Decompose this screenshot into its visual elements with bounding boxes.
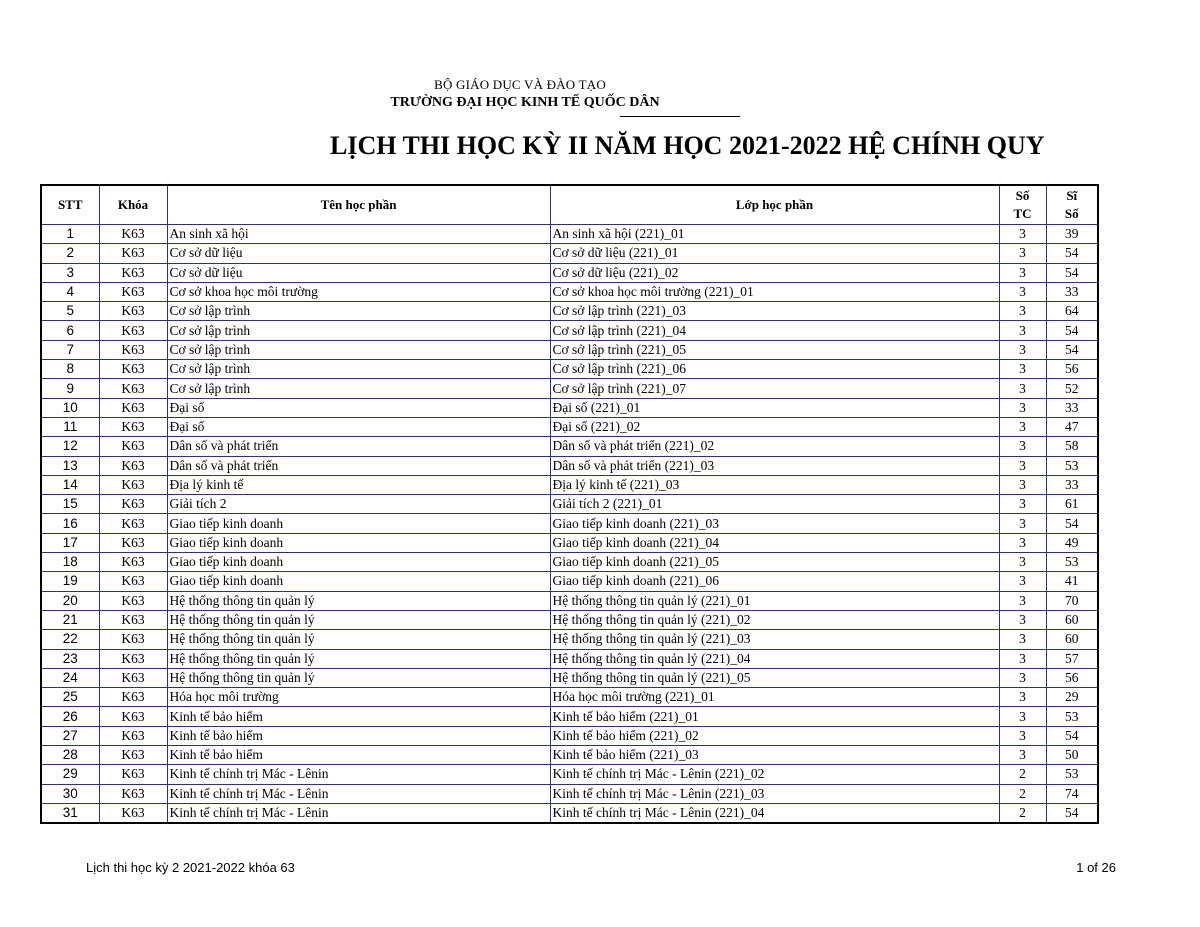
table-row [41,746,1098,765]
cell-stt: 24 [41,668,99,687]
cell-ten-hoc-phan: Kinh tế chính trị Mác - Lênin [167,765,550,784]
cell-stt: 27 [41,726,99,745]
cell-stt: 14 [41,475,99,494]
cell-si-so: 53 [1046,707,1098,726]
cell-ten-hoc-phan: Hệ thống thông tin quản lý [167,591,550,610]
cell-khoa: K63 [99,668,167,687]
cell-lop-hoc-phan: Hệ thống thông tin quản lý (221)_02 [550,610,999,629]
cell-khoa: K63 [99,475,167,494]
cell-so-tc: 3 [999,533,1046,552]
cell-si-so: 41 [1046,572,1098,591]
cell-stt: 19 [41,572,99,591]
cell-ten-hoc-phan: Hóa học môi trường [167,688,550,707]
cell-lop-hoc-phan: Cơ sở dữ liệu (221)_02 [550,263,999,282]
cell-stt: 7 [41,340,99,359]
table-row [41,591,1098,610]
cell-so-tc: 2 [999,784,1046,803]
cell-stt: 21 [41,610,99,629]
table-row [41,244,1098,263]
cell-lop-hoc-phan: Giao tiếp kinh doanh (221)_05 [550,553,999,572]
cell-lop-hoc-phan: Hệ thống thông tin quản lý (221)_03 [550,630,999,649]
cell-lop-hoc-phan: Kinh tế chính trị Mác - Lênin (221)_04 [550,803,999,823]
cell-lop-hoc-phan: Giao tiếp kinh doanh (221)_03 [550,514,999,533]
cell-stt: 2 [41,244,99,263]
header-so-tc-line1: Số [1015,188,1030,203]
table-row [41,437,1098,456]
cell-khoa: K63 [99,456,167,475]
cell-so-tc: 3 [999,244,1046,263]
table-row [41,282,1098,301]
cell-khoa: K63 [99,379,167,398]
table-row [41,610,1098,629]
table-row [41,514,1098,533]
cell-si-so: 54 [1046,321,1098,340]
cell-so-tc: 3 [999,746,1046,765]
cell-ten-hoc-phan: Hệ thống thông tin quản lý [167,649,550,668]
cell-stt: 22 [41,630,99,649]
cell-si-so: 60 [1046,610,1098,629]
cell-khoa: K63 [99,803,167,823]
cell-khoa: K63 [99,591,167,610]
cell-si-so: 70 [1046,591,1098,610]
cell-so-tc: 3 [999,610,1046,629]
cell-so-tc: 3 [999,360,1046,379]
header-khoa: Khóa [99,185,167,225]
cell-lop-hoc-phan: Cơ sở dữ liệu (221)_01 [550,244,999,263]
cell-khoa: K63 [99,417,167,436]
cell-si-so: 29 [1046,688,1098,707]
cell-lop-hoc-phan: Cơ sở lập trình (221)_06 [550,360,999,379]
cell-stt: 10 [41,398,99,417]
cell-stt: 11 [41,417,99,436]
cell-lop-hoc-phan: Cơ sở khoa học môi trường (221)_01 [550,282,999,301]
cell-khoa: K63 [99,765,167,784]
heading-underline [620,116,740,117]
table-row [41,379,1098,398]
cell-ten-hoc-phan: Cơ sở lập trình [167,360,550,379]
table-row [41,688,1098,707]
cell-stt: 20 [41,591,99,610]
table-row [41,784,1098,803]
cell-so-tc: 3 [999,379,1046,398]
cell-ten-hoc-phan: Hệ thống thông tin quản lý [167,630,550,649]
cell-khoa: K63 [99,746,167,765]
cell-lop-hoc-phan: Hệ thống thông tin quản lý (221)_04 [550,649,999,668]
cell-lop-hoc-phan: Cơ sở lập trình (221)_04 [550,321,999,340]
cell-lop-hoc-phan: Kinh tế chính trị Mác - Lênin (221)_02 [550,765,999,784]
cell-so-tc: 3 [999,456,1046,475]
cell-lop-hoc-phan: Cơ sở lập trình (221)_05 [550,340,999,359]
cell-khoa: K63 [99,437,167,456]
cell-so-tc: 2 [999,765,1046,784]
cell-lop-hoc-phan: An sinh xã hội (221)_01 [550,225,999,244]
cell-so-tc: 3 [999,572,1046,591]
cell-ten-hoc-phan: Cơ sở lập trình [167,321,550,340]
cell-so-tc: 3 [999,649,1046,668]
cell-so-tc: 2 [999,803,1046,823]
cell-si-so: 54 [1046,263,1098,282]
cell-ten-hoc-phan: Cơ sở lập trình [167,302,550,321]
cell-lop-hoc-phan: Địa lý kinh tế (221)_03 [550,475,999,494]
table-row [41,360,1098,379]
cell-khoa: K63 [99,610,167,629]
cell-ten-hoc-phan: Giải tích 2 [167,495,550,514]
cell-lop-hoc-phan: Hóa học môi trường (221)_01 [550,688,999,707]
cell-so-tc: 3 [999,726,1046,745]
cell-stt: 1 [41,225,99,244]
cell-so-tc: 3 [999,417,1046,436]
cell-ten-hoc-phan: Giao tiếp kinh doanh [167,533,550,552]
cell-stt: 15 [41,495,99,514]
cell-stt: 6 [41,321,99,340]
header-si-so-line1: Sĩ [1066,188,1078,203]
cell-ten-hoc-phan: Đại số [167,417,550,436]
cell-stt: 31 [41,803,99,823]
table-row [41,340,1098,359]
cell-si-so: 54 [1046,340,1098,359]
cell-so-tc: 3 [999,668,1046,687]
cell-si-so: 33 [1046,398,1098,417]
cell-ten-hoc-phan: Hệ thống thông tin quản lý [167,610,550,629]
table-row [41,803,1098,823]
cell-lop-hoc-phan: Kinh tế bảo hiểm (221)_01 [550,707,999,726]
table-row [41,533,1098,552]
cell-si-so: 53 [1046,553,1098,572]
cell-si-so: 56 [1046,360,1098,379]
exam-schedule-table [40,184,1099,824]
cell-ten-hoc-phan: Kinh tế bảo hiểm [167,726,550,745]
table-row [41,765,1098,784]
cell-lop-hoc-phan: Cơ sở lập trình (221)_07 [550,379,999,398]
table-row [41,495,1098,514]
cell-si-so: 53 [1046,456,1098,475]
cell-khoa: K63 [99,360,167,379]
cell-ten-hoc-phan: Cơ sở lập trình [167,379,550,398]
cell-ten-hoc-phan: Hệ thống thông tin quản lý [167,668,550,687]
cell-ten-hoc-phan: Đại số [167,398,550,417]
cell-si-so: 33 [1046,475,1098,494]
cell-lop-hoc-phan: Đại số (221)_02 [550,417,999,436]
cell-khoa: K63 [99,263,167,282]
cell-lop-hoc-phan: Hệ thống thông tin quản lý (221)_01 [550,591,999,610]
cell-stt: 17 [41,533,99,552]
cell-ten-hoc-phan: Cơ sở lập trình [167,340,550,359]
cell-lop-hoc-phan: Kinh tế chính trị Mác - Lênin (221)_03 [550,784,999,803]
cell-ten-hoc-phan: Giao tiếp kinh doanh [167,553,550,572]
cell-ten-hoc-phan: An sinh xã hội [167,225,550,244]
cell-khoa: K63 [99,321,167,340]
cell-khoa: K63 [99,688,167,707]
cell-khoa: K63 [99,726,167,745]
table-row [41,707,1098,726]
cell-ten-hoc-phan: Kinh tế chính trị Mác - Lênin [167,784,550,803]
cell-ten-hoc-phan: Giao tiếp kinh doanh [167,514,550,533]
table-row [41,475,1098,494]
cell-lop-hoc-phan: Dân số và phát triển (221)_03 [550,456,999,475]
header-ten-hoc-phan: Tên học phần [167,185,550,225]
cell-si-so: 49 [1046,533,1098,552]
cell-stt: 29 [41,765,99,784]
cell-so-tc: 3 [999,630,1046,649]
cell-ten-hoc-phan: Dân số và phát triển [167,456,550,475]
cell-si-so: 60 [1046,630,1098,649]
cell-si-so: 58 [1046,437,1098,456]
cell-stt: 13 [41,456,99,475]
cell-khoa: K63 [99,649,167,668]
header-si-so-line2: Số [1064,206,1079,221]
cell-si-so: 33 [1046,282,1098,301]
ministry-heading: BỘ GIÁO DỤC VÀ ĐÀO TẠO [434,77,606,92]
cell-si-so: 57 [1046,649,1098,668]
cell-ten-hoc-phan: Dân số và phát triển [167,437,550,456]
cell-si-so: 54 [1046,514,1098,533]
cell-stt: 18 [41,553,99,572]
table-header-row [41,185,1098,225]
table-row [41,572,1098,591]
cell-khoa: K63 [99,495,167,514]
table-row [41,263,1098,282]
cell-khoa: K63 [99,225,167,244]
header-lop-hoc-phan: Lớp học phần [550,185,999,225]
cell-lop-hoc-phan: Dân số và phát triển (221)_02 [550,437,999,456]
cell-ten-hoc-phan: Cơ sở dữ liệu [167,244,550,263]
table-row [41,398,1098,417]
cell-so-tc: 3 [999,514,1046,533]
table-row [41,321,1098,340]
table-row [41,726,1098,745]
table-row [41,630,1098,649]
cell-so-tc: 3 [999,398,1046,417]
cell-si-so: 56 [1046,668,1098,687]
cell-khoa: K63 [99,707,167,726]
cell-so-tc: 3 [999,321,1046,340]
header-stt: STT [41,185,99,225]
cell-so-tc: 3 [999,225,1046,244]
cell-lop-hoc-phan: Kinh tế bảo hiểm (221)_02 [550,726,999,745]
cell-si-so: 61 [1046,495,1098,514]
cell-ten-hoc-phan: Kinh tế chính trị Mác - Lênin [167,803,550,823]
cell-lop-hoc-phan: Giải tích 2 (221)_01 [550,495,999,514]
cell-lop-hoc-phan: Giao tiếp kinh doanh (221)_04 [550,533,999,552]
cell-lop-hoc-phan: Đại số (221)_01 [550,398,999,417]
cell-si-so: 54 [1046,726,1098,745]
cell-so-tc: 3 [999,282,1046,301]
table-row [41,668,1098,687]
cell-si-so: 54 [1046,803,1098,823]
cell-stt: 5 [41,302,99,321]
cell-ten-hoc-phan: Kinh tế bảo hiểm [167,746,550,765]
cell-ten-hoc-phan: Kinh tế bảo hiểm [167,707,550,726]
cell-si-so: 52 [1046,379,1098,398]
cell-khoa: K63 [99,282,167,301]
cell-si-so: 74 [1046,784,1098,803]
cell-lop-hoc-phan: Kinh tế bảo hiểm (221)_03 [550,746,999,765]
cell-stt: 25 [41,688,99,707]
page-title: LỊCH THI HỌC KỲ II NĂM HỌC 2021-2022 HỆ CHÍNH QUY [330,131,1045,160]
cell-si-so: 50 [1046,746,1098,765]
cell-stt: 23 [41,649,99,668]
cell-si-so: 64 [1046,302,1098,321]
cell-stt: 26 [41,707,99,726]
table-row [41,456,1098,475]
cell-khoa: K63 [99,784,167,803]
cell-stt: 8 [41,360,99,379]
cell-ten-hoc-phan: Giao tiếp kinh doanh [167,572,550,591]
cell-khoa: K63 [99,533,167,552]
cell-so-tc: 3 [999,475,1046,494]
header-si-so [1046,185,1098,225]
cell-ten-hoc-phan: Cơ sở khoa học môi trường [167,282,550,301]
cell-lop-hoc-phan: Hệ thống thông tin quản lý (221)_05 [550,668,999,687]
cell-lop-hoc-phan: Giao tiếp kinh doanh (221)_06 [550,572,999,591]
cell-so-tc: 3 [999,688,1046,707]
cell-si-so: 47 [1046,417,1098,436]
footer-page-number: 1 of 26 [1076,860,1116,875]
cell-stt: 9 [41,379,99,398]
cell-khoa: K63 [99,244,167,263]
table-row [41,649,1098,668]
cell-khoa: K63 [99,630,167,649]
cell-si-so: 54 [1046,244,1098,263]
footer-document-name: Lịch thi học kỳ 2 2021-2022 khóa 63 [86,860,295,875]
cell-stt: 16 [41,514,99,533]
cell-so-tc: 3 [999,340,1046,359]
cell-khoa: K63 [99,572,167,591]
cell-khoa: K63 [99,398,167,417]
cell-stt: 30 [41,784,99,803]
cell-so-tc: 3 [999,302,1046,321]
cell-ten-hoc-phan: Cơ sở dữ liệu [167,263,550,282]
cell-lop-hoc-phan: Cơ sở lập trình (221)_03 [550,302,999,321]
cell-so-tc: 3 [999,495,1046,514]
cell-so-tc: 3 [999,263,1046,282]
cell-stt: 28 [41,746,99,765]
table-row [41,225,1098,244]
cell-stt: 12 [41,437,99,456]
table-row [41,302,1098,321]
cell-khoa: K63 [99,514,167,533]
cell-so-tc: 3 [999,553,1046,572]
cell-khoa: K63 [99,553,167,572]
cell-so-tc: 3 [999,437,1046,456]
table-row [41,553,1098,572]
cell-ten-hoc-phan: Địa lý kinh tế [167,475,550,494]
cell-stt: 3 [41,263,99,282]
cell-so-tc: 3 [999,591,1046,610]
header-so-tc-line2: TC [1013,206,1032,221]
table-row [41,417,1098,436]
school-heading: TRƯỜNG ĐẠI HỌC KINH TẾ QUỐC DÂN [390,95,660,110]
cell-si-so: 53 [1046,765,1098,784]
cell-so-tc: 3 [999,707,1046,726]
cell-khoa: K63 [99,340,167,359]
header-so-tc [999,185,1046,225]
cell-stt: 4 [41,282,99,301]
cell-khoa: K63 [99,302,167,321]
cell-si-so: 39 [1046,225,1098,244]
